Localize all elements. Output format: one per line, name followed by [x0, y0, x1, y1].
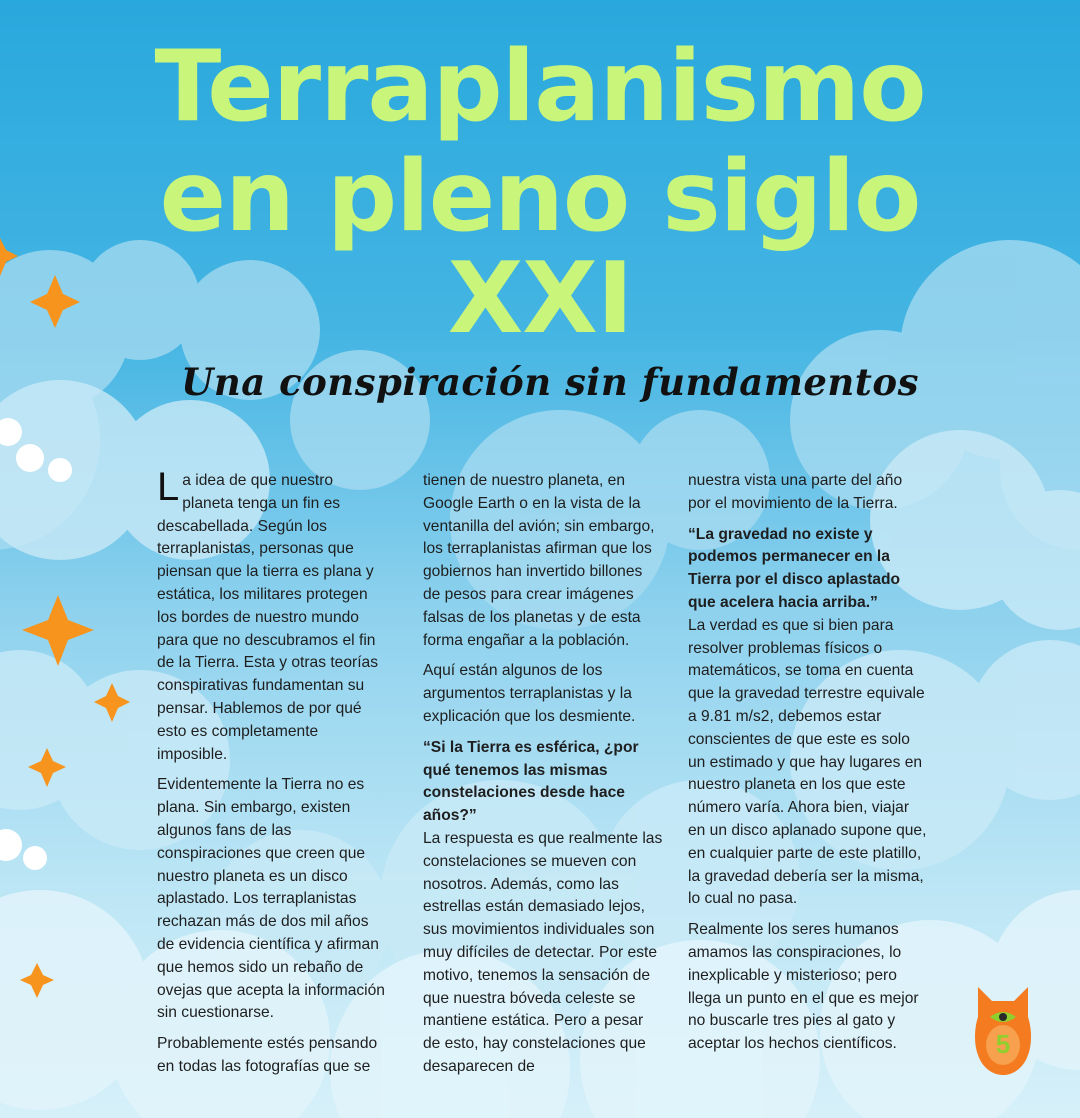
col2-pullquote: “Si la Tierra es esférica, ¿por qué tenemos las mismas constelaciones desde hace años?”	[423, 738, 639, 825]
column-3	[688, 470, 928, 1064]
col3-paragraph-1: nuestra vista una parte del año por el movimiento de la Tierra.	[688, 472, 903, 512]
page-number: 5	[995, 1029, 1011, 1059]
col3-paragraph-3: Realmente los seres humanos amamos las conspiraciones, lo inexplicable y misterioso; pero llega un punto en el que es mejor no buscarle tres pies al gato y aceptar los hechos científicos.	[688, 921, 919, 1053]
col2-paragraph-2: Aquí están algunos de los argumentos terraplanistas y la explicación que los desmiente.	[423, 662, 636, 725]
col2-paragraph-3: La respuesta es que realmente las constelaciones se mueven con nosotros. Además, como las estrellas están demasiado lejos, sus movimientos individuales son muy difíciles de detectar. Por este motivo, tenemos la sensación de que nuestra bóveda celeste se mantiene estática. Pero a pesar de esto, hay constelaciones que desaparecen de	[423, 829, 663, 1075]
col1-paragraph-2: Evidentemente la Tierra no es plana. Sin embargo, existen algunos fans de las conspiraciones que creen que nuestro planeta es un disco aplastado. Los terraplanistas rechazan más de dos mil años de evidencia científica y afirman que hemos sido un rebaño de ovejas que acepta la información sin cuestionarse.	[157, 776, 385, 1022]
title-line-1: Terraplanismo	[154, 30, 926, 144]
subtitle: Una conspiración sin fundamentos	[181, 360, 919, 404]
column-2	[423, 470, 663, 1087]
col1-paragraph-1: a idea de que nuestro planeta tenga un fin es descabellada. Según los terraplanistas, personas que piensan que la tierra es plana y estática, los militares protegen los bordes de nuestro mundo para que no descubramos el fin de la Tierra. Esta y otras teorías conspirativas fundamentan su pensar. Hablemos de por qué esto es completamente imposible.	[157, 472, 379, 763]
title-line-3: XXI	[447, 242, 633, 356]
col3-pullquote: “La gravedad no existe y podemos permanecer en la Tierra por el disco aplastado que acelera hacia arriba.”	[688, 525, 901, 611]
col2-paragraph-1: tienen de nuestro planeta, en Google Earth o en la vista de la ventanilla del avión; sin embargo, los terraplanistas afirman que los gobiernos han invertido billones de pesos para crear imágenes falsas de los planetas y de esta forma engañar a la población.	[423, 472, 655, 649]
col1-paragraph-3: Probablemente estés pensando en todas las fotografías que se	[157, 1035, 378, 1075]
title-line-2: en pleno siglo	[159, 140, 921, 254]
col3-paragraph-2: La verdad es que si bien para resolver problemas físicos o matemáticos, se toma en cuenta que la gravedad terrestre equivale a 9.81 m/s2, debemos estar conscientes de que este es solo un estimado y que hay lugares en nuestro planeta en los que este número varía. Ahora bien, viajar en un disco aplanado supone que, en cualquier parte de este platillo, la gravedad debería ser la misma, lo cual no pasa.	[688, 616, 927, 908]
drop-cap: L	[157, 465, 180, 509]
column-1	[157, 465, 387, 1087]
